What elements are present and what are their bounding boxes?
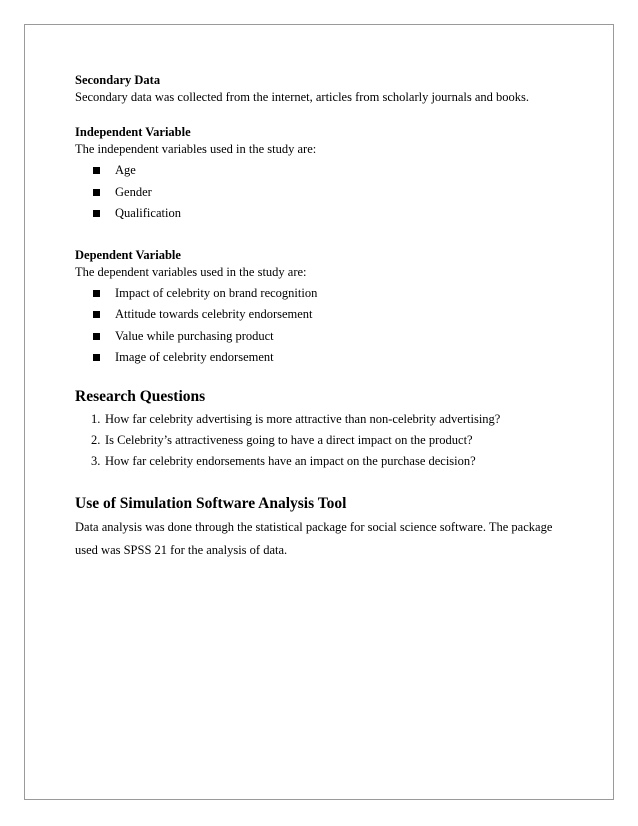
list-item: Impact of celebrity on brand recognition (93, 283, 575, 305)
square-bullet-icon (93, 290, 100, 297)
independent-variable-list (75, 160, 575, 225)
dependent-variable-heading: Dependent Variable (75, 247, 181, 262)
square-bullet-icon (93, 210, 100, 217)
research-questions-list (75, 409, 575, 472)
square-bullet-icon (93, 189, 100, 196)
secondary-data-text: Secondary data was collected from the internet, articles from scholarly journals and books. (75, 90, 530, 104)
list-item: 2. Is Celebrity’s attractiveness going to have a direct impact on the product? (91, 432, 473, 447)
dependent-variable-intro: The dependent variables used in the study are: (75, 264, 307, 279)
dependent-variable-list (75, 283, 575, 369)
secondary-data-heading: Secondary Data (75, 73, 161, 87)
simulation-tool-text: Data analysis was done through the statistical package for social science software. The package used was SPSS 21 for the analysis of data. (75, 519, 553, 557)
square-bullet-icon (93, 167, 100, 174)
document-body (75, 72, 575, 562)
research-questions-heading: Research Questions (75, 387, 206, 405)
list-item: Gender (93, 182, 575, 204)
list-item: Image of celebrity endorsement (93, 347, 575, 369)
list-item: Qualification (93, 203, 575, 225)
square-bullet-icon (93, 333, 100, 340)
list-item: Attitude towards celebrity endorsement (93, 304, 575, 326)
square-bullet-icon (93, 311, 100, 318)
list-item: 3. How far celebrity endorsements have an impact on the purchase decision? (91, 453, 476, 468)
square-bullet-icon (93, 354, 100, 361)
independent-variable-heading: Independent Variable (75, 125, 191, 139)
independent-variable-intro: The independent variables used in the study are: (75, 142, 317, 156)
simulation-tool-heading: Use of Simulation Software Analysis Tool (75, 494, 347, 512)
list-item: Value while purchasing product (93, 326, 575, 348)
list-item: Age (93, 160, 575, 182)
list-item: 1. How far celebrity advertising is more attractive than non-celebrity advertising? (91, 411, 501, 426)
